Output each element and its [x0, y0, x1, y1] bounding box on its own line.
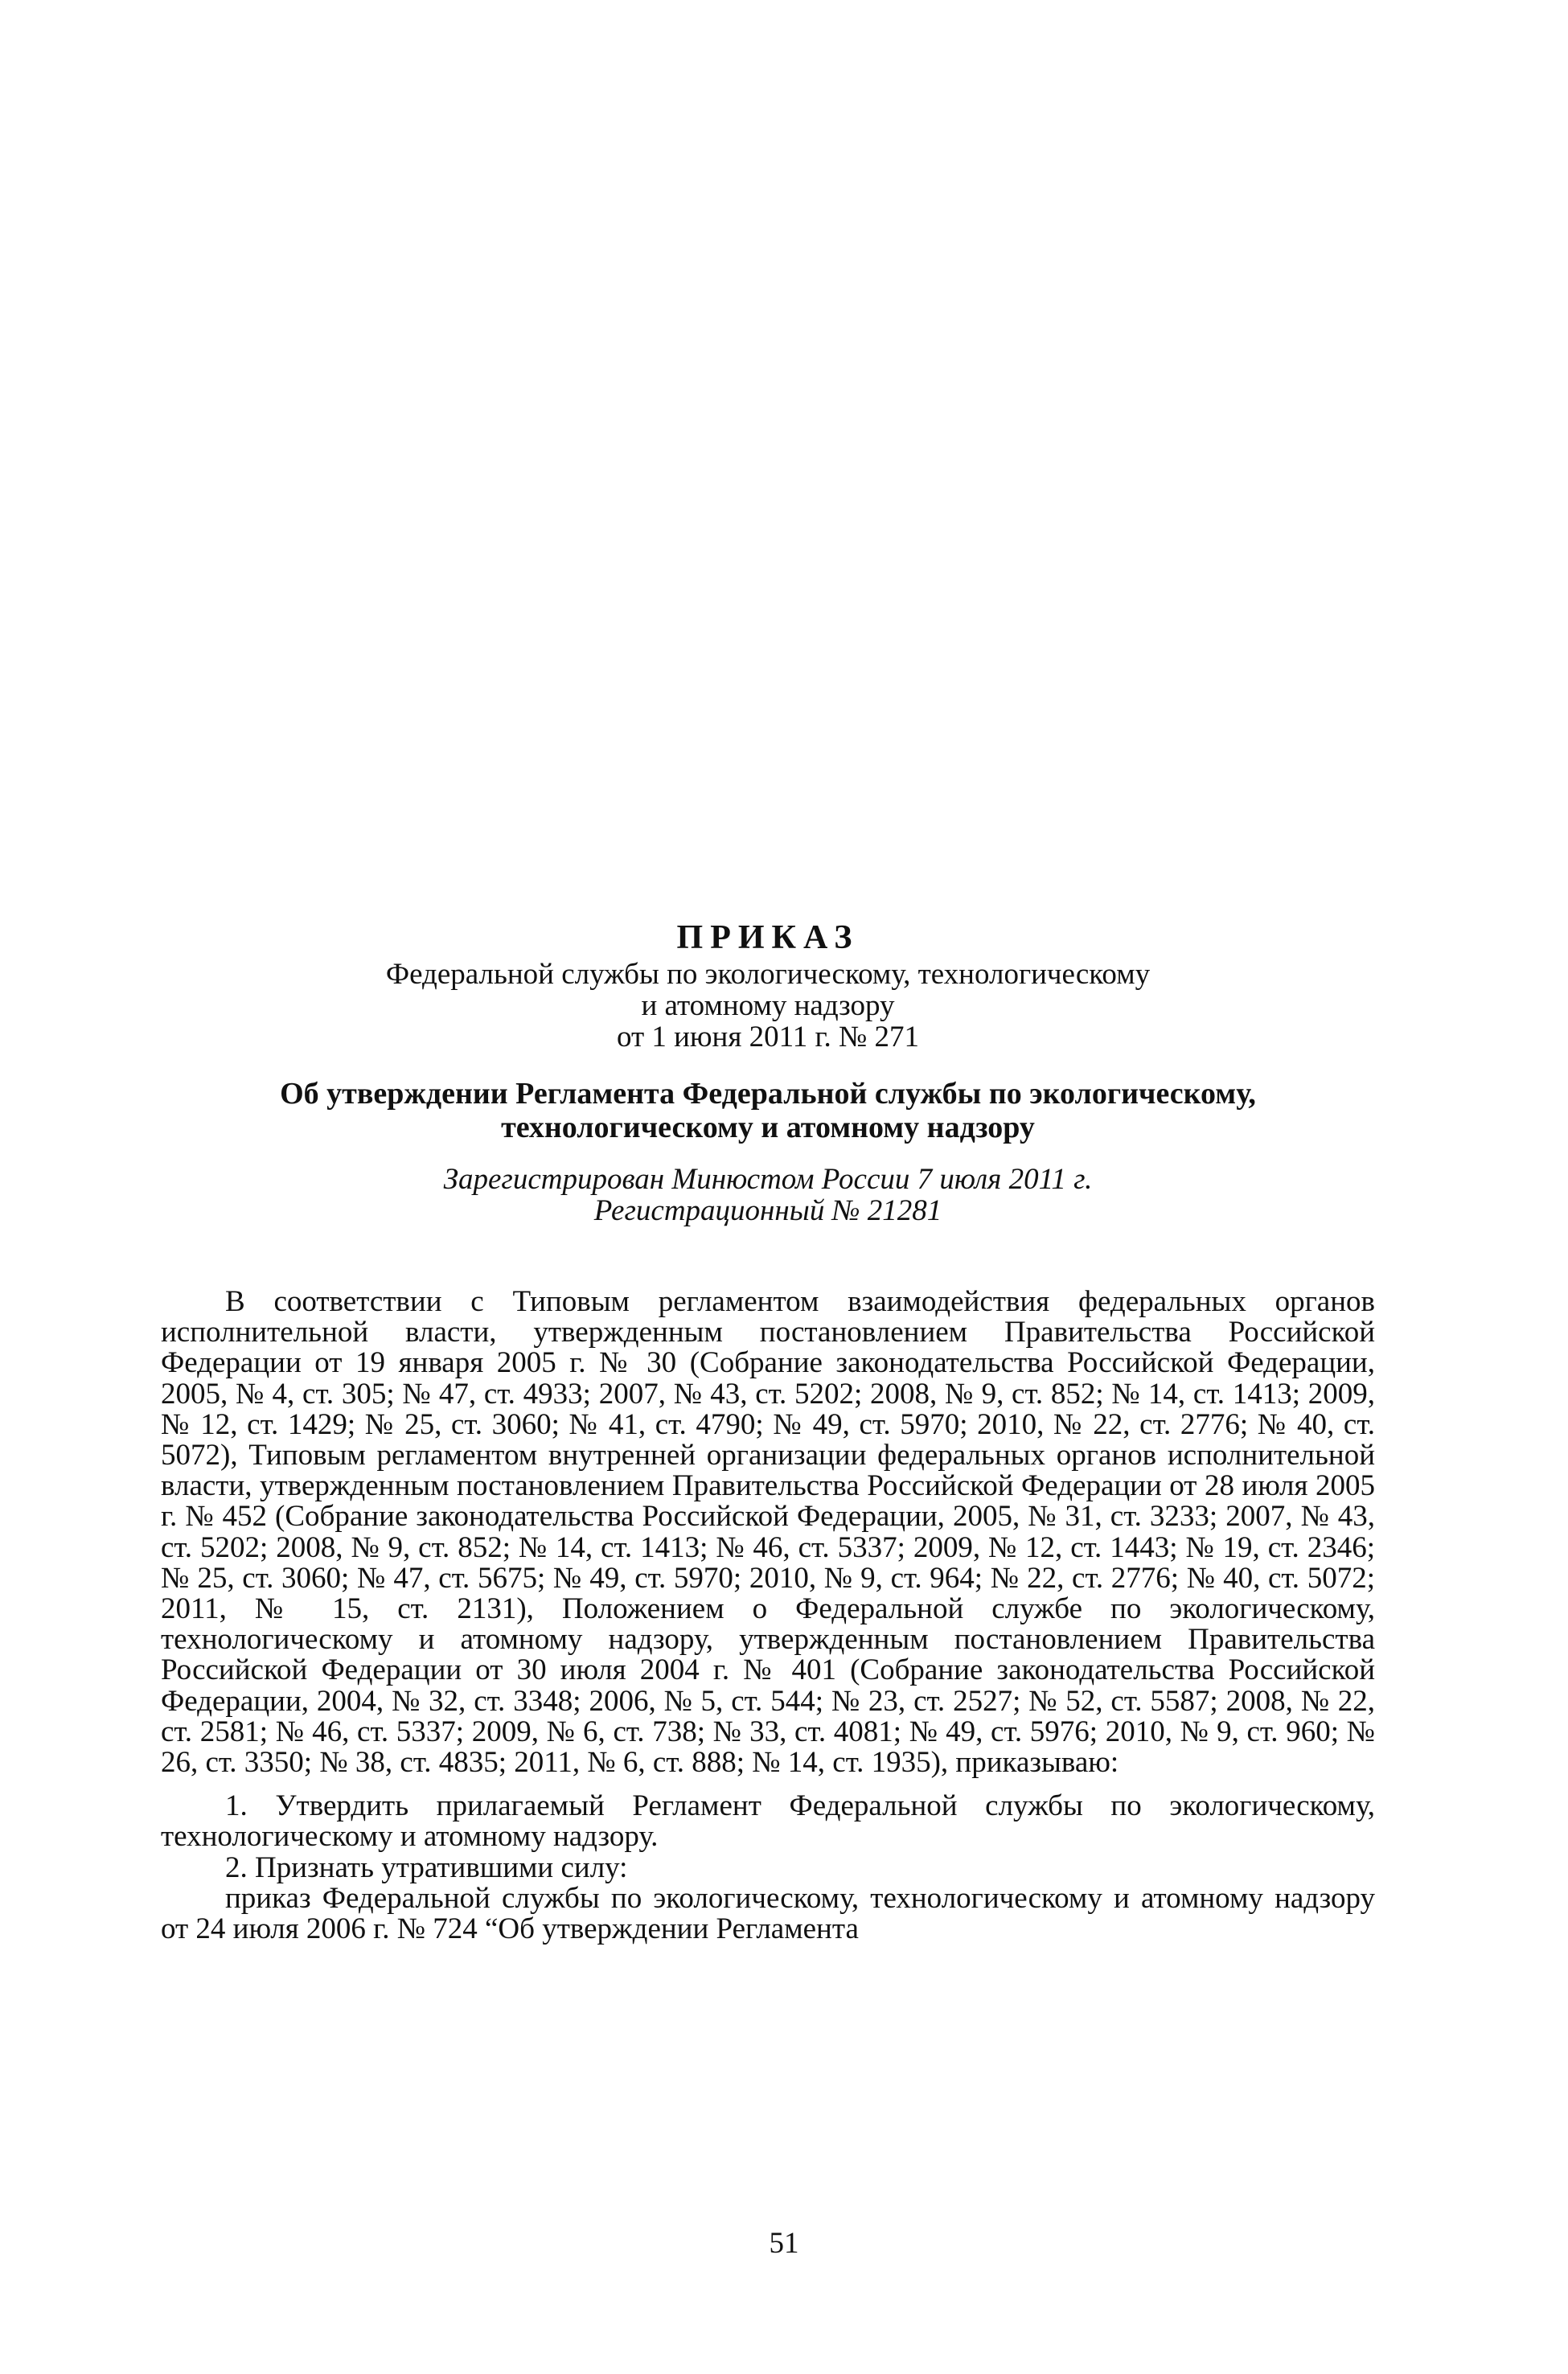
item-2-paragraph: 2. Признать утратившими силу: — [225, 1850, 628, 1884]
title-line-2: технологическому и атомному надзору — [501, 1111, 1035, 1144]
date-and-number: от 1 июня 2011 г. № 271 — [616, 1021, 920, 1054]
document-header — [161, 917, 1375, 1226]
registration-line-2: Регистрационный № 21281 — [593, 1194, 942, 1227]
preamble-paragraph: В соответствии с Типовым регламентом взаимодействия федеральных органов исполнительной власти, утвержденным постановлением Правительства Российской Федерации от 19 января 2005 г. № 30 (Собрание законодательства Российской Федерации, 2005, № 4, ст. 305; № 47, ст. 4933; 2007, № 43, ст. 5202; 2008, № 9, ст. 852; № 14, ст. 1413; 2009, № 12, ст. 1429; № 25, ст. 3060; № 41, ст. 4790; № 49, ст. 5970; 2010, № 22, ст. 2776; № 40, ст. 5072), Типовым регламентом внутренней организации федеральных органов исполнительной власти, утвержденным постановлением Правительства Российской Федерации от 28 июля 2005 г. № 452 (Собрание законодательства Российской Федерации, 2005, № 31, ст. 3233; 2007, № 43, ст. 5202; 2008, № 9, ст. 852; № 14, ст. 1413; № 46, ст. 5337; 2009, № 12, ст. 1443; № 19, ст. 2346; № 25, ст. 3060; № 47, ст. 5675; № 49, ст. 5970; 2010, № 9, ст. 964; № 22, ст. 2776; № 40, ст. 5072; 2011, № 15, ст. 2131), Положением о Федеральной службе по экологическому, технологическому и атомному надзору, утвержденным постановлением Правительства Российской Федерации от 30 июля 2004 г. № 401 (Собрание законодательства Российской Федерации, 2004, № 32, ст. 3348; 2006, № 5, ст. 544; № 23, ст. 2527; № 52, ст. 5587; 2008, № 22, ст. 2581; № 46, ст. 5337; 2009, № 6, ст. 738; № 33, ст. 4081; № 49, ст. 5976; 2010, № 9, ст. 960; № 26, ст. 3350; № 38, ст. 4835; 2011, № 6, ст. 888; № 14, ст. 1935), приказываю: — [161, 1285, 1375, 1780]
issuer-line-2: и атомному надзору — [641, 989, 895, 1022]
document-type-heading: ПРИКАЗ — [676, 919, 860, 956]
issuer-line-1: Федеральной службы по экологическому, технологическому — [385, 958, 1151, 991]
item-1-paragraph: 1. Утвердить прилагаемый Регламент Федеральной службы по экологическому, технологическому и атомному надзору. — [161, 1789, 1375, 1854]
title-line-1: Об утверждении Регламента Федеральной службы по экологическому, — [280, 1077, 1256, 1111]
document-title — [161, 1077, 1375, 1144]
item-2-text-paragraph: приказ Федеральной службы по экологическому, технологическому и атомному надзору от 24 июля 2006 г. № 724 “Об утверждении Регламента — [161, 1881, 1375, 1946]
page-number: 51 — [769, 2227, 799, 2260]
document-body — [161, 1287, 1375, 1945]
registration-line-1: Зарегистрирован Минюстом России 7 июля 2011 г. — [443, 1163, 1093, 1196]
registration-note — [161, 1164, 1375, 1226]
